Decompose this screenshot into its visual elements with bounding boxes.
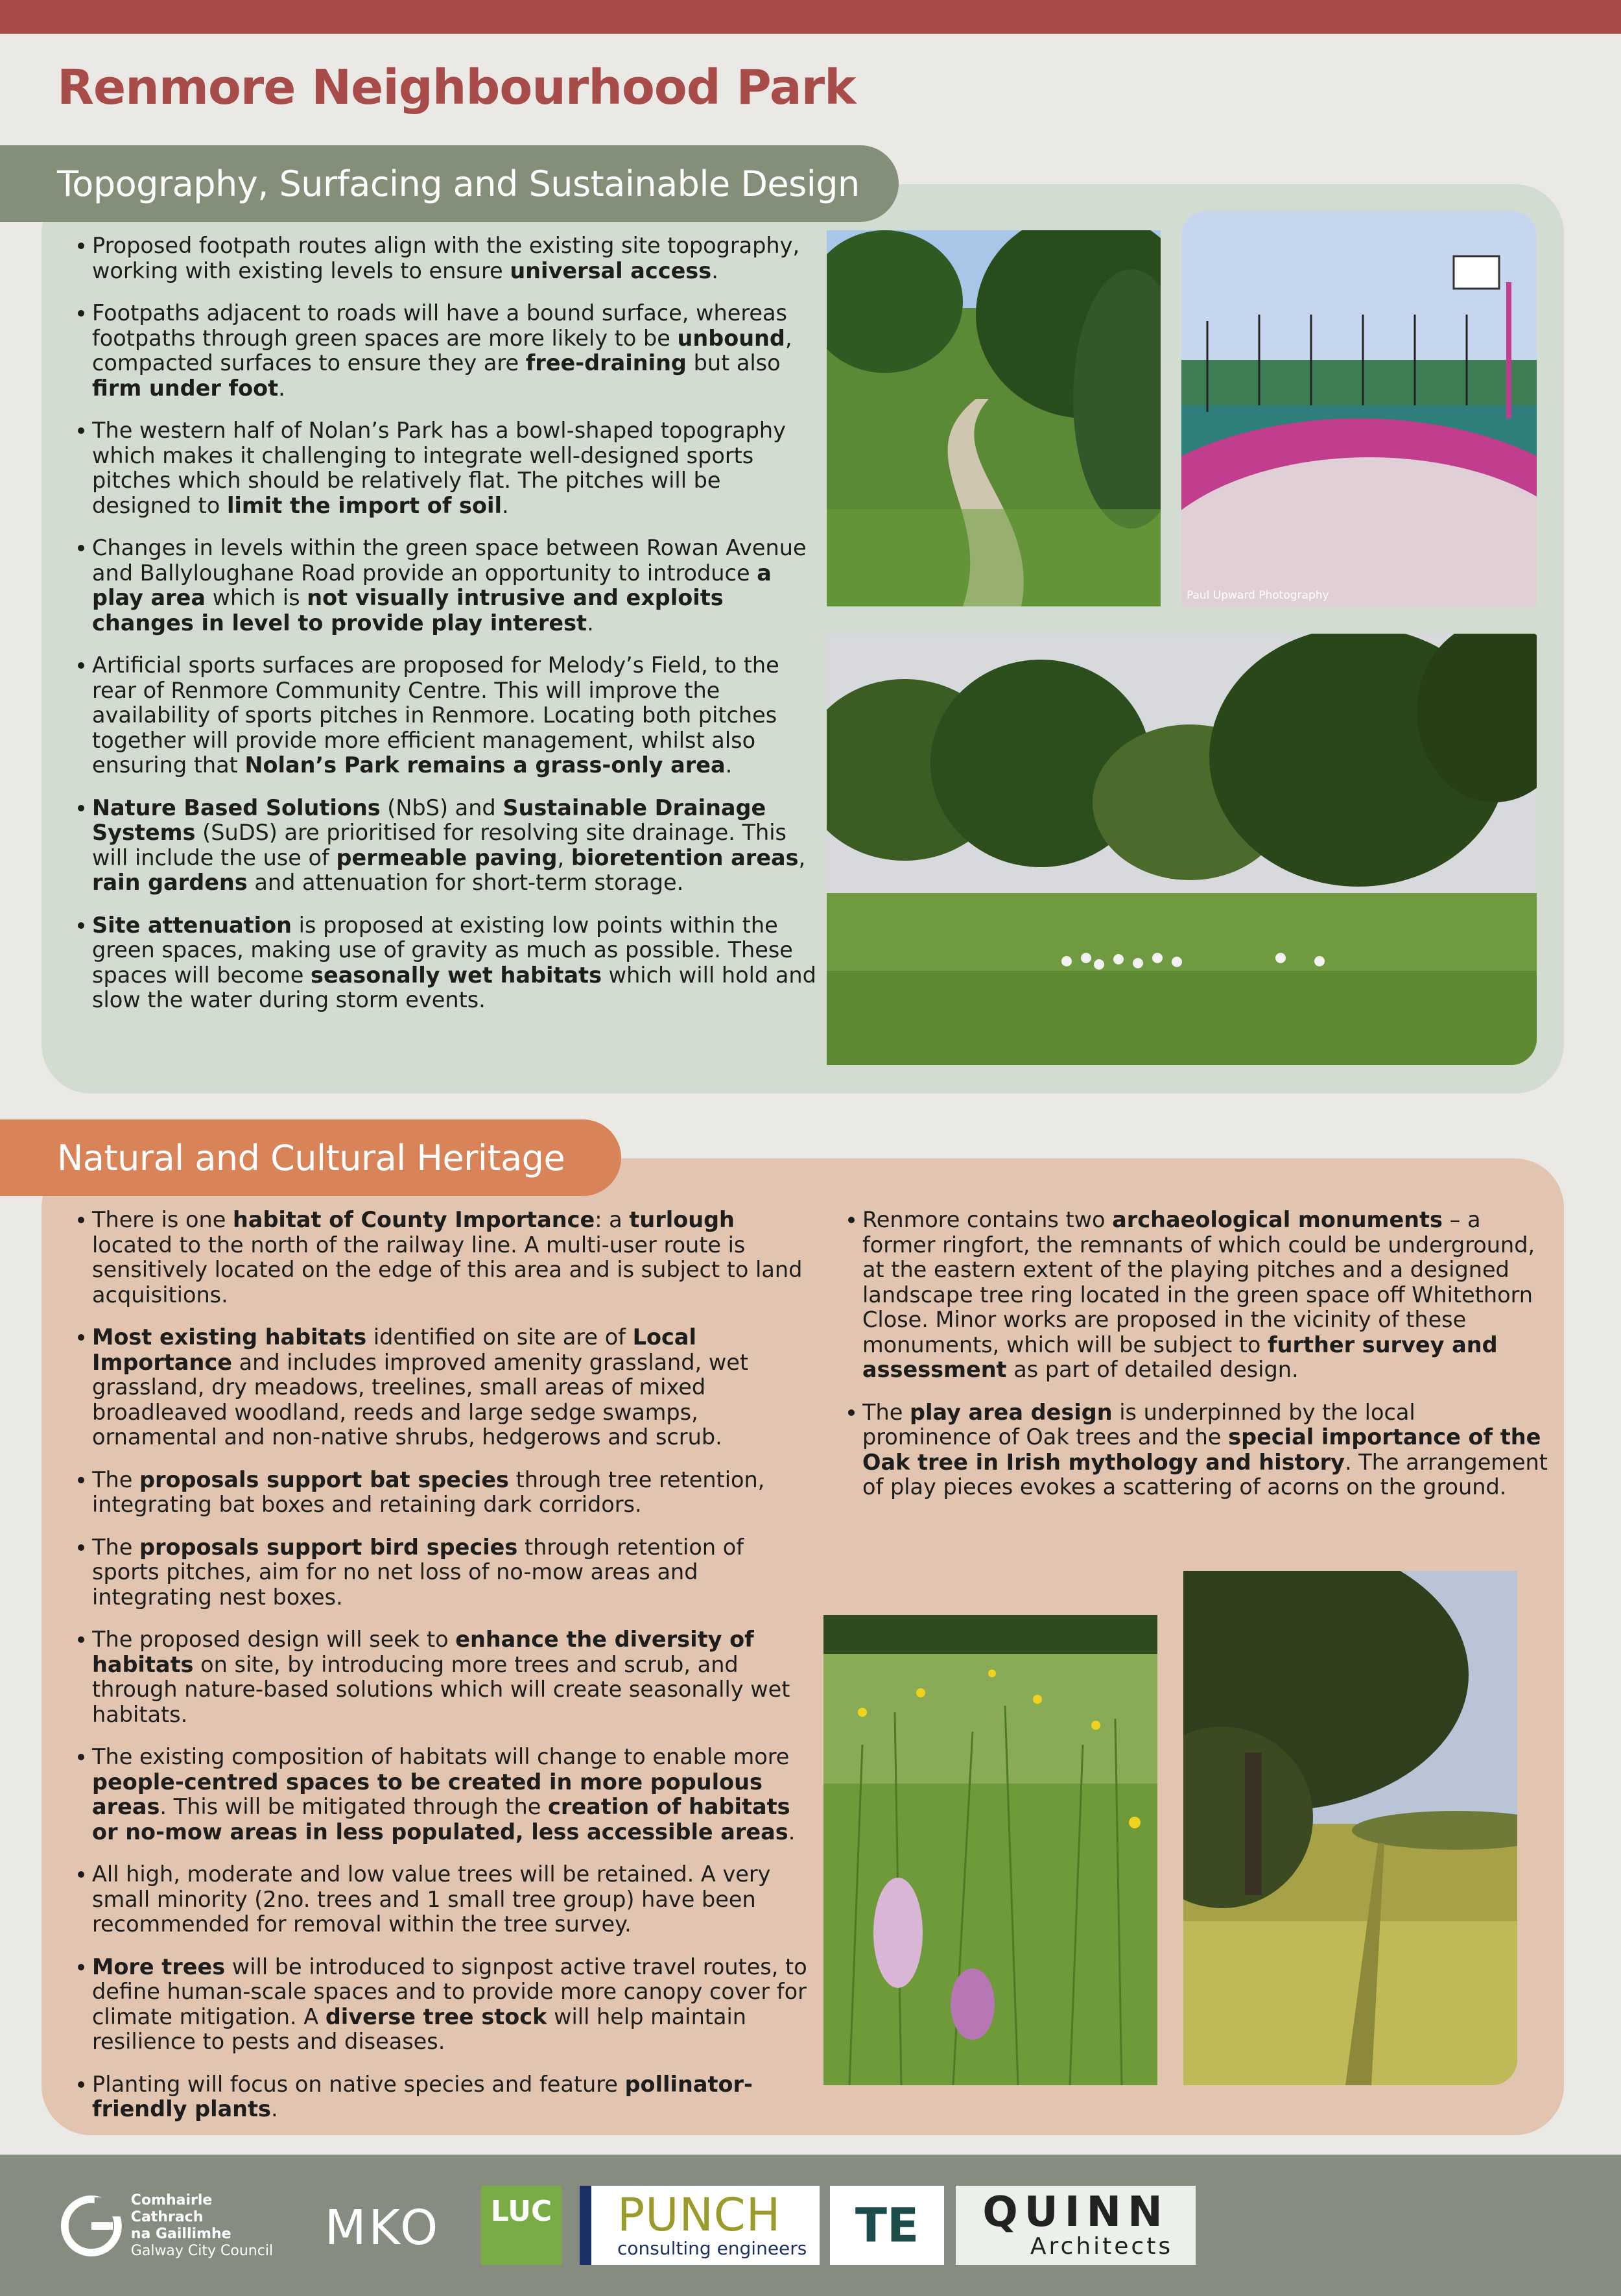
section-topography-heading: Topography, Surfacing and Sustainable Design [0, 145, 899, 222]
bullet-text: will help maintain resilience to pests and diseases. [92, 2003, 747, 2054]
bullet-emphasis: a play area [92, 560, 772, 610]
te-logo-text: TE [855, 2198, 919, 2253]
bullet-emphasis: pollinator-friendly plants [92, 2071, 753, 2122]
bullet-text: . [587, 610, 594, 636]
bullet-text: . The arrangement of play pieces evokes a scattering of acorns on the ground. [862, 1449, 1548, 1500]
bullet-text: Planting will focus on native species and feature [92, 2071, 625, 2097]
bullet-emphasis: diverse tree stock [325, 2003, 547, 2029]
bullet-text: Changes in levels within the green space between Rowan Avenue and Ballyloughane Road provide an opportunity to introduce [92, 535, 807, 586]
bullet-item [58, 1955, 810, 2055]
bullet-text: will be introduced to signpost active travel routes, to define human-scale spaces and to provide more canopy cover for climate mitigation. A [92, 1954, 807, 2029]
bullet-item [58, 1627, 810, 1727]
bullet-item [58, 233, 823, 283]
bullet-text: , [798, 844, 806, 870]
bullet-text: located to the north of the railway line. A multi-user route is sensitively located on the edge of this area and is subject to land acquisitions. [92, 1232, 803, 1308]
bullet-emphasis: habitat of County Importance [233, 1207, 595, 1232]
photo-credit: Paul Upward Photography [1187, 589, 1329, 602]
bullet-emphasis: Nolan’s Park remains a grass-only area [244, 752, 726, 778]
gcc-name-line1: Comhairle Cathrach [130, 2192, 213, 2225]
bullet-text: : a [595, 1207, 630, 1232]
bullet-emphasis: Site attenuation [92, 912, 292, 938]
luc-logo [481, 2186, 562, 2265]
bullet-text: identified on site are of [366, 1324, 633, 1350]
bullet-text: There is one [92, 1207, 233, 1232]
heritage-bullet-list-right [829, 1208, 1548, 1518]
heritage-bullet-list-left [58, 1208, 810, 2140]
bullet-item [58, 1862, 810, 1937]
bullet-text: is underpinned by the local prominence of Oak trees and the [862, 1399, 1415, 1450]
gcc-name-line3: Galway City Council [130, 2243, 274, 2259]
section-heritage-heading: Natural and Cultural Heritage [0, 1119, 621, 1196]
bullet-item [58, 536, 823, 636]
bullet-emphasis: Local Importance [92, 1324, 696, 1375]
bullet-text: The western half of Nolan’s Park has a bowl-shaped topography which makes it challenging to integrate well-designed sports pitches which should be relatively flat. The pitches will be designed to [92, 418, 786, 518]
bullet-item [829, 1400, 1548, 1500]
bullet-text: Proposed footpath routes align with the existing site topography, working with existing levels to ensure [92, 233, 800, 283]
quinn-logo-name: QUINN [982, 2188, 1169, 2236]
bullet-emphasis: not visually intrusive and exploits changes in level to provide play interest [92, 585, 724, 636]
gcc-emblem-icon [60, 2192, 123, 2260]
bullet-text: . [270, 2096, 278, 2122]
bullet-text: The existing composition of habitats will change to enable more [92, 1744, 790, 1769]
topography-bullet-list [58, 233, 823, 1031]
bullet-text: , [557, 844, 571, 870]
bullet-item [58, 1208, 810, 1308]
bullet-text: . [711, 257, 718, 283]
punch-logo [580, 2186, 820, 2265]
quinn-architects-logo [956, 2186, 1196, 2265]
bullet-text: is proposed at existing low points within the green spaces, making use of gravity as much as possible. These spaces will become [92, 912, 793, 988]
bullet-emphasis: further survey and assessment [862, 1332, 1498, 1382]
bullet-emphasis: firm under foot [92, 375, 279, 401]
bullet-text: The [92, 1534, 139, 1560]
quinn-logo-subtitle: Architects [1030, 2232, 1174, 2260]
bullet-text: . [278, 375, 285, 401]
gcc-name-line2: na Gaillimhe [130, 2226, 231, 2242]
bullet-item [58, 653, 823, 778]
bullet-text: . [501, 492, 509, 518]
bullet-item [58, 1535, 810, 1610]
bullet-emphasis: people-centred spaces to be created in more populous areas [92, 1769, 763, 1819]
mko-logo [305, 2182, 460, 2273]
bullet-emphasis: turlough [629, 1207, 735, 1232]
bullet-emphasis: archaeological monuments [1112, 1207, 1443, 1232]
bullet-emphasis: rain gardens [92, 870, 248, 895]
sports-court-photo [1181, 211, 1537, 606]
bullet-emphasis: bioretention areas [571, 844, 799, 870]
bullet-text: The [92, 1466, 139, 1492]
bullet-emphasis: More trees [92, 1954, 226, 1979]
bullet-item [58, 1468, 810, 1518]
bullet-emphasis: Sustainable Drainage Systems [92, 795, 766, 845]
park-play-area-photo [827, 634, 1537, 1065]
bullet-text: – a former ringfort, the remnants of which could be underground, at the eastern extent of the playing pitches and a designed landscape tree ring located in the green space off Whitethorn Close. Minor works are proposed in the vicinity of these monuments, which will be subject to [862, 1207, 1535, 1357]
bullet-text: which is [206, 585, 307, 610]
bullet-text: . [788, 1819, 796, 1845]
bullet-text: (SuDS) are prioritised for resolving site drainage. This will include the use of [92, 820, 787, 870]
bullet-text: , compacted surfaces to ensure they are [92, 325, 792, 376]
page-title: Renmore Neighbourhood Park [57, 60, 856, 115]
bullet-text: and attenuation for short-term storage. [247, 870, 684, 895]
bullet-emphasis: Nature Based Solutions [92, 795, 381, 820]
bullet-item [829, 1208, 1548, 1383]
punch-logo-name: PUNCH [617, 2188, 781, 2242]
bullet-item [58, 1325, 810, 1450]
bullet-text: . [725, 752, 733, 778]
bullet-text: The proposed design will seek to [92, 1627, 456, 1652]
bullet-item [58, 796, 823, 896]
bullet-emphasis: enhance the diversity of habitats [92, 1627, 754, 1677]
bullet-emphasis: seasonally wet habitats [311, 962, 602, 988]
bullet-emphasis: proposals support bat species [139, 1466, 509, 1492]
bullet-text: . This will be mitigated through the [160, 1794, 549, 1819]
punch-logo-subtitle: consulting engineers [617, 2237, 807, 2259]
meadow-orchid-photo [823, 1615, 1157, 2085]
bullet-emphasis: free-draining [525, 350, 687, 376]
bullet-text: All high, moderate and low value trees will be retained. A very small minority (2no. trees and 1 small tree group) have been recommended for removal within the tree survey. [92, 1861, 771, 1937]
bullet-text: Footpaths adjacent to roads will have a bound surface, whereas footpaths through green spaces are more likely to be [92, 300, 787, 351]
mko-logo-text: MKO [324, 2200, 441, 2256]
bullet-item [58, 301, 823, 401]
bullet-emphasis: limit the import of soil [226, 492, 502, 518]
te-logo [830, 2186, 944, 2265]
bullet-text: but also [686, 350, 781, 376]
oak-tree-meadow-photo [1183, 1571, 1517, 2085]
bullet-emphasis: play area design [909, 1399, 1113, 1425]
bullet-emphasis: universal access [510, 257, 712, 283]
bullet-text: on site, by introducing more trees and scrub, and through nature-based solutions which will create seasonally wet habitats. [92, 1651, 790, 1727]
bullet-text: through retention of sports pitches, aim for no net loss of no-mow areas and integrating nest boxes. [92, 1534, 744, 1610]
bullet-text: (NbS) and [380, 795, 503, 820]
bullet-item [58, 2072, 810, 2122]
bullet-text: as part of detailed design. [1006, 1357, 1299, 1382]
bullet-text: which will hold and slow the water during storm events. [92, 962, 816, 1012]
bullet-text: The [862, 1399, 910, 1425]
bullet-item [58, 913, 823, 1013]
bullet-item [58, 418, 823, 518]
bullet-text: Artificial sports surfaces are proposed for Melody’s Field, to the rear of Renmore Community Centre. This will improve the availability of sports pitches in Renmore. Locating both pitches together will provide more efficient management, whilst also ensuring that [92, 652, 779, 778]
bullet-text: Renmore contains two [862, 1207, 1113, 1232]
bullet-text: and includes improved amenity grassland, wet grassland, dry meadows, treelines, small areas of mixed broadleaved woodland, reeds and large sedge swamps, ornamental and non-native shrubs, hedgerows and scrub. [92, 1349, 748, 1450]
top-accent-bar [0, 0, 1621, 34]
bullet-emphasis: creation of habitats or no-mow areas in less populated, less accessible areas [92, 1794, 790, 1845]
bullet-text: through tree retention, integrating bat boxes and retaining dark corridors. [92, 1466, 765, 1517]
bullet-emphasis: proposals support bird species [139, 1534, 518, 1560]
bullet-item [58, 1745, 810, 1845]
luc-logo-text: LUC [490, 2195, 552, 2228]
bullet-emphasis: special importance of the Oak tree in Irish mythology and history [862, 1424, 1541, 1475]
galway-city-council-logo [60, 2187, 280, 2265]
bullet-emphasis: unbound [677, 325, 785, 351]
bullet-emphasis: permeable paving [336, 844, 558, 870]
bullet-emphasis: Most existing habitats [92, 1324, 367, 1350]
footpath-photo [827, 230, 1161, 606]
